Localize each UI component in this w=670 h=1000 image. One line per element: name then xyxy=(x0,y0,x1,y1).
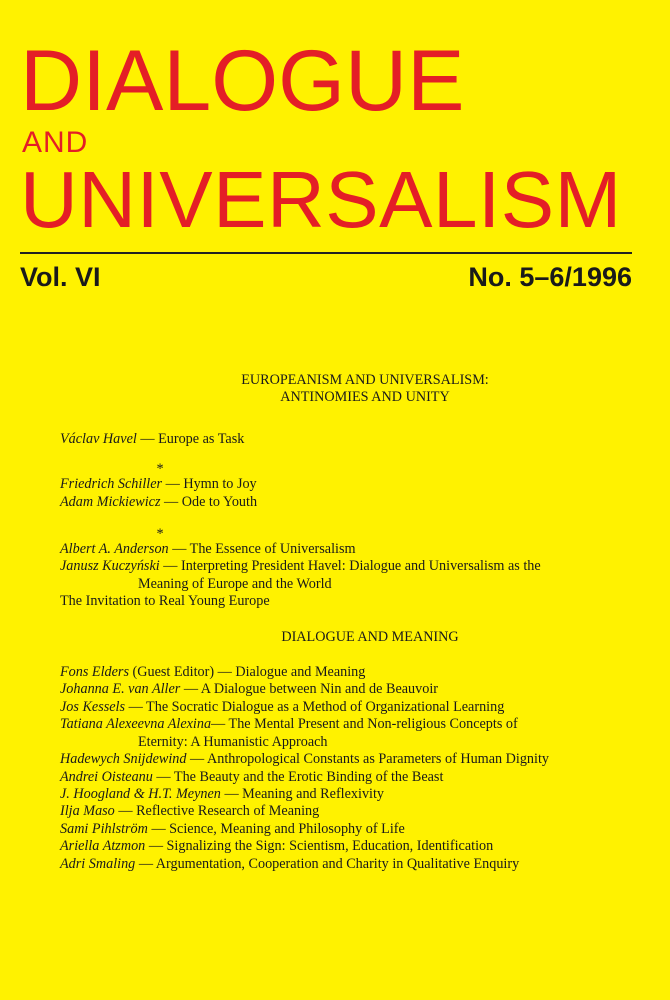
toc-entry: Jos Kessels — The Socratic Dialogue as a Method of Organizational Learning xyxy=(60,698,505,715)
toc-entry-continuation: Meaning of Europe and the World xyxy=(138,575,332,592)
toc-entry: Václav Havel — Europe as Task xyxy=(60,430,245,447)
toc-entry: Ilja Maso — Reflective Research of Meaning xyxy=(60,803,320,820)
toc-entry: Hadewych Snijdewind — Anthropological Constants as Parameters of Human Dignity xyxy=(60,751,549,768)
toc-entry: The Invitation to Real Young Europe xyxy=(60,593,270,610)
toc-entry: Johanna E. van Aller — A Dialogue between Nin and de Beauvoir xyxy=(60,681,438,698)
toc-entry-continuation: Eternity: A Humanistic Approach xyxy=(138,733,328,750)
toc-entry: Adam Mickiewicz — Ode to Youth xyxy=(60,493,258,510)
section-heading-europeanism: EUROPEANISM AND UNIVERSALISM: ANTINOMIES AND UNITY xyxy=(241,372,489,406)
toc-entry: Andrei Oisteanu — The Beauty and the Erotic Binding of the Beast xyxy=(60,768,444,785)
journal-title-universalism: UNIVERSALISM xyxy=(20,155,622,244)
masthead-rule xyxy=(20,252,632,254)
toc-entry: Friedrich Schiller — Hymn to Joy xyxy=(60,476,257,493)
toc-entry: Sami Pihlström — Science, Meaning and Philosophy of Life xyxy=(60,820,405,837)
separator-asterisk: * xyxy=(156,526,164,543)
toc-entry: Tatiana Alexeevna Alexina— The Mental Present and Non-religious Concepts of xyxy=(60,716,518,733)
toc-entry: Fons Elders (Guest Editor) — Dialogue and Meaning xyxy=(60,664,366,681)
section-heading-dialogue-and-meaning: DIALOGUE AND MEANING xyxy=(281,628,459,645)
volume-label: Vol. VI xyxy=(20,262,101,292)
table-of-contents xyxy=(60,372,600,873)
toc-entry: Adri Smaling — Argumentation, Cooperation and Charity in Qualitative Enquiry xyxy=(60,855,520,872)
journal-title-dialogue: DIALOGUE xyxy=(20,33,465,129)
journal-title-and: AND xyxy=(22,126,89,159)
separator-asterisk: * xyxy=(156,461,164,478)
toc-entry: J. Hoogland & H.T. Meynen — Meaning and Reflexivity xyxy=(60,785,385,802)
issue-number: No. 5–6/1996 xyxy=(468,262,632,292)
toc-entry: Ariella Atzmon — Signalizing the Sign: Scientism, Education, Identification xyxy=(60,838,494,855)
toc-entry: Albert A. Anderson — The Essence of Universalism xyxy=(60,541,356,558)
toc-entry: Janusz Kuczyński — Interpreting President Havel: Dialogue and Universalism as the xyxy=(60,558,541,575)
